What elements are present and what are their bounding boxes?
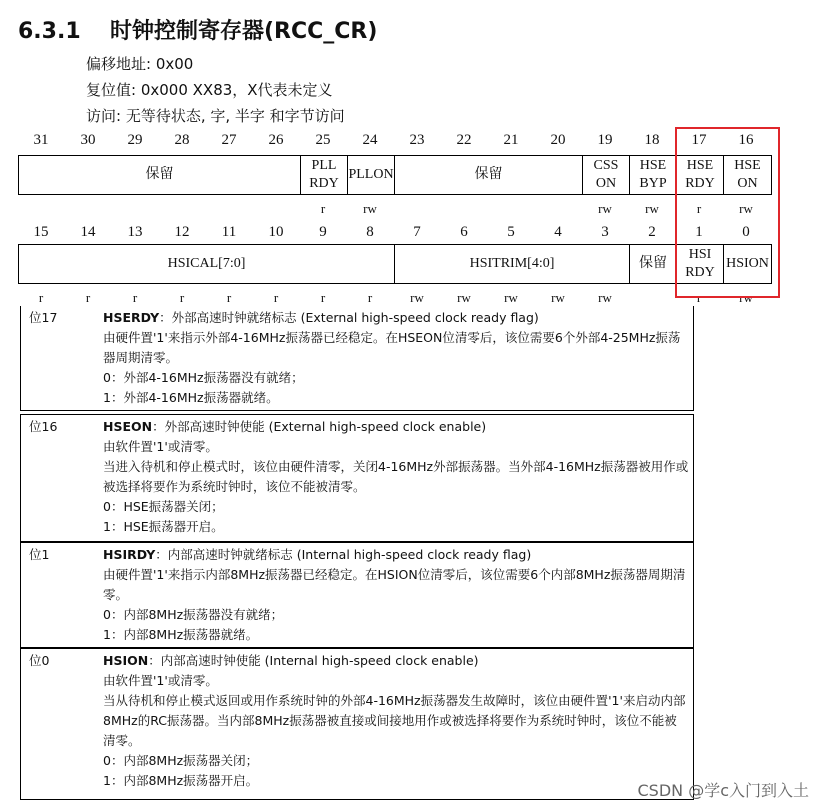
bit-number: 8 — [366, 224, 374, 240]
access-type: rw — [410, 290, 424, 305]
bit-number: 14 — [80, 224, 96, 240]
access-type: rw — [598, 290, 612, 305]
access-type: rw — [645, 201, 659, 216]
bit-number: 25 — [315, 132, 331, 148]
desc-line: 1：外部4-16MHz振荡器就绪。 — [103, 390, 279, 405]
desc-line: 由硬件置'1'来指示外部4-16MHz振荡器已经稳定。在HSEON位清零后，该位需要6个外部4-25MHz振荡器周期清零。 — [103, 330, 681, 365]
field-hsical: HSICAL[7:0] — [19, 245, 395, 284]
bit-number: 4 — [554, 224, 562, 240]
desc-line: 0：外部4-16MHz振荡器没有就绪； — [103, 370, 304, 385]
access-type: rw — [739, 290, 753, 305]
access-type: r — [226, 290, 232, 305]
desc-block-bit1 — [20, 542, 694, 648]
field-pllon: PLLON — [348, 156, 395, 195]
field-title: ：内部高速时钟就绪标志 (Internal high-speed clock ready flag) — [155, 547, 532, 562]
section-title: 时钟控制寄存器(RCC_CR) — [110, 19, 378, 44]
desc-block-bit16 — [20, 414, 694, 542]
desc-line: 0：内部8MHz振荡器没有就绪； — [103, 607, 284, 622]
bit-number: 27 — [221, 132, 237, 148]
access-info: 访问: 无等待状态, 字, 半字 和字节访问 — [86, 107, 345, 125]
access-type: r — [38, 290, 44, 305]
bit-number: 1 — [695, 224, 703, 240]
desc-line: 当从待机和停止模式返回或用作系统时钟的外部4-16MHz振荡器发生故障时，该位由硬件置'1'来启动内部8MHz的RC振荡器。当内部8MHz振荡器被直接或间接地用作或被选择将要作为系统时钟时，该位不能被清零。 — [103, 693, 686, 748]
access-type: r — [85, 290, 91, 305]
bit-number: 17 — [691, 132, 707, 148]
bit-number: 16 — [738, 132, 754, 148]
field-title: ：内部高速时钟使能 (Internal high-speed clock enable) — [148, 653, 479, 668]
access-type: r — [696, 290, 702, 305]
field-name: HSERDY — [103, 310, 160, 325]
bit-label: 位16 — [29, 419, 58, 434]
field-title: ：外部高速时钟就绪标志 (External high-speed clock ready flag) — [159, 310, 539, 325]
field-reserved-mid: 保留 — [395, 156, 583, 195]
field-reserved-upper: 保留 — [19, 156, 301, 195]
access-type: rw — [363, 201, 377, 216]
bit-number: 10 — [268, 224, 284, 240]
field-name: HSIRDY — [103, 547, 156, 562]
section-number: 6.3.1 — [18, 19, 81, 44]
bit-number: 28 — [174, 132, 190, 148]
register-lower-row — [18, 244, 772, 284]
access-type: r — [273, 290, 279, 305]
bit-number: 12 — [174, 224, 190, 240]
highlight-box — [675, 127, 780, 298]
desc-block-bit17 — [20, 306, 694, 411]
field-hsebyp: HSE BYP — [630, 156, 677, 195]
desc-line: 1：内部8MHz振荡器开启。 — [103, 773, 259, 788]
bit-number: 5 — [507, 224, 515, 240]
access-type: r — [320, 201, 326, 216]
access-type: r — [320, 290, 326, 305]
reset-value: 复位值: 0x000 XX83，X代表未定义 — [86, 81, 333, 99]
bit-number: 30 — [80, 132, 96, 148]
field-hserdy: HSE RDY — [677, 156, 724, 195]
access-type: rw — [739, 201, 753, 216]
bit-number: 11 — [221, 224, 237, 240]
register-upper-row — [18, 155, 772, 195]
access-type: r — [132, 290, 138, 305]
desc-line: 1：HSE振荡器开启。 — [103, 519, 224, 534]
access-type: rw — [457, 290, 471, 305]
access-type: r — [696, 201, 702, 216]
bit-number: 6 — [460, 224, 468, 240]
field-name: HSION — [103, 653, 149, 668]
bit-number: 13 — [127, 224, 143, 240]
bit-number: 15 — [33, 224, 49, 240]
bit-number: 3 — [601, 224, 609, 240]
bit-number: 21 — [503, 132, 519, 148]
desc-line: 当进入待机和停止模式时，该位由硬件清零，关闭4-16MHz外部振荡器。当外部4-16MHz振荡器被用作或被选择将要作为系统时钟时，该位不能被清零。 — [103, 459, 689, 494]
bit-label: 位17 — [29, 310, 58, 325]
desc-line: 由硬件置'1'来指示内部8MHz振荡器已经稳定。在HSION位清零后，该位需要6个内部8MHz振荡器周期清零。 — [103, 567, 686, 602]
desc-line: 由软件置'1'或清零。 — [103, 673, 218, 688]
bit-number: 18 — [644, 132, 660, 148]
field-pllrdy: PLL RDY — [301, 156, 348, 195]
section-heading — [18, 14, 377, 45]
field-hseon: HSE ON — [724, 156, 772, 195]
bit-number: 26 — [268, 132, 284, 148]
bit-label: 位0 — [29, 653, 50, 668]
field-csson: CSS ON — [583, 156, 630, 195]
bit-number: 19 — [597, 132, 613, 148]
field-hsion: HSION — [724, 245, 772, 284]
field-hsirdy: HSI RDY — [677, 245, 724, 284]
desc-line: 0：内部8MHz振荡器关闭； — [103, 753, 259, 768]
bit-number: 20 — [550, 132, 566, 148]
bit-number: 7 — [413, 224, 421, 240]
field-reserved-lower: 保留 — [630, 245, 677, 284]
desc-block-bit0 — [20, 648, 694, 800]
desc-line: 1：内部8MHz振荡器就绪。 — [103, 627, 259, 642]
access-type: rw — [598, 201, 612, 216]
bit-number: 9 — [319, 224, 327, 240]
access-type: r — [179, 290, 185, 305]
bit-number: 0 — [742, 224, 750, 240]
bit-number: 29 — [127, 132, 143, 148]
access-type: r — [367, 290, 373, 305]
desc-line: 0：HSE振荡器关闭； — [103, 499, 224, 514]
bit-number: 23 — [409, 132, 425, 148]
field-name: HSEON — [103, 419, 153, 434]
access-type: rw — [504, 290, 518, 305]
field-title: ：外部高速时钟使能 (External high-speed clock enable) — [152, 419, 487, 434]
bit-label: 位1 — [29, 547, 50, 562]
desc-line: 由软件置'1'或清零。 — [103, 439, 218, 454]
access-type: rw — [551, 290, 565, 305]
bit-number: 24 — [362, 132, 378, 148]
bit-number: 22 — [456, 132, 472, 148]
field-hsitrim: HSITRIM[4:0] — [395, 245, 630, 284]
bit-number: 31 — [33, 132, 49, 148]
bit-number: 2 — [648, 224, 656, 240]
offset-address: 偏移地址: 0x00 — [86, 55, 194, 73]
watermark: CSDN @学c入门到入土 — [637, 781, 809, 800]
